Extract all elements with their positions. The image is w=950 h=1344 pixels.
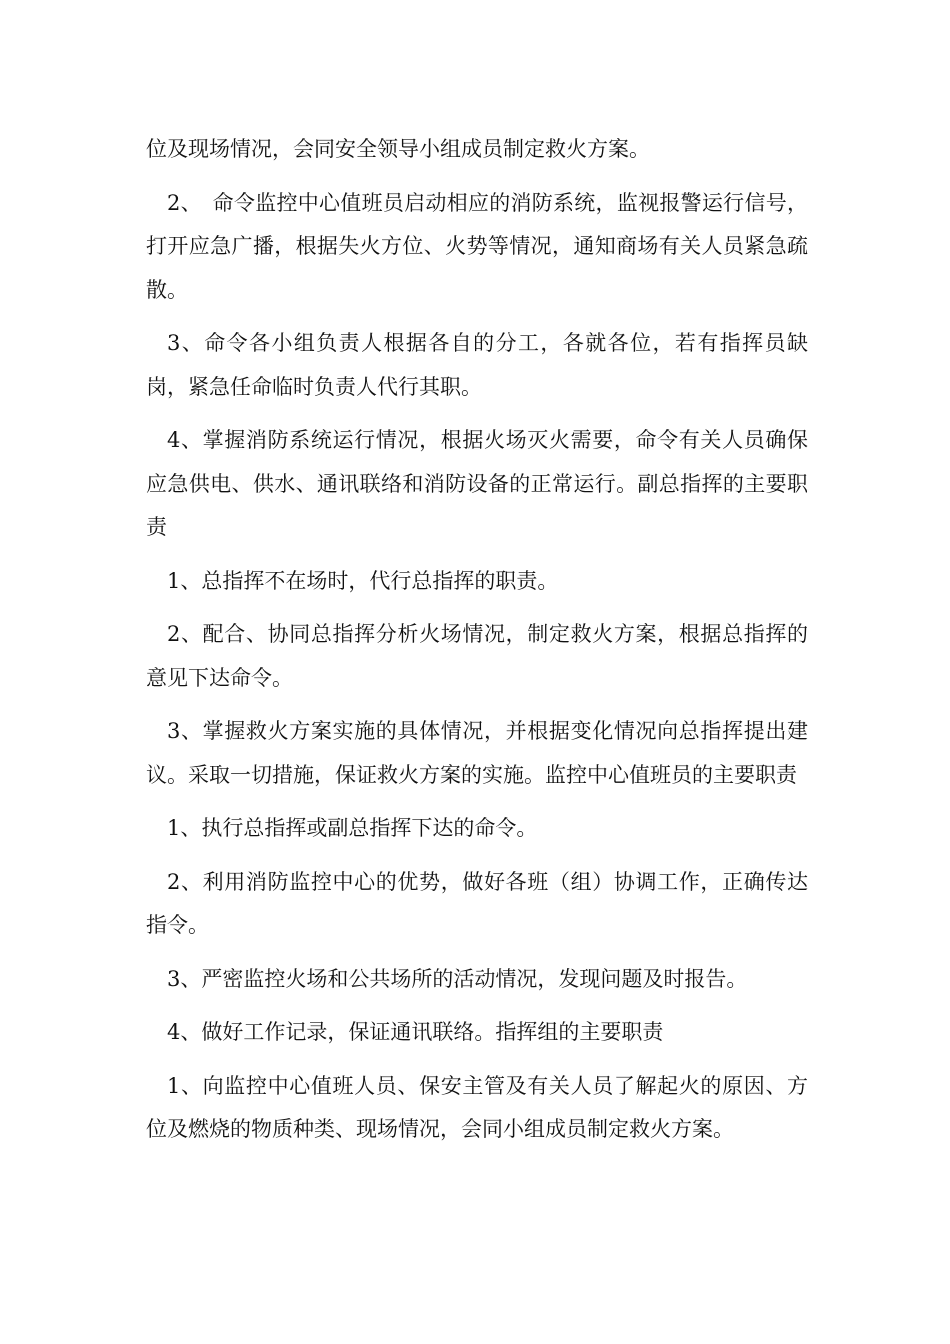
paragraph-11: 4、做好工作记录，保证通讯联络。指挥组的主要职责: [167, 1020, 664, 1044]
paragraph-2: 2、 命令监控中心值班员启动相应的消防系统，监视报警运行信号，打开应急广播，根据失火方位、火势等情况，通知商场有关人员紧急疏散。: [146, 190, 808, 302]
paragraph-3: 3、命令各小组负责人根据各自的分工，各就各位，若有指挥员缺岗，紧急任命临时负责人代行其职。: [146, 331, 808, 399]
paragraph-4: 4、掌握消防系统运行情况，根据火场灭火需要，命令有关人员确保应急供电、供水、通讯联络和消防设备的正常运行。副总指挥的主要职责: [146, 428, 808, 539]
paragraph-10: 3、严密监控火场和公共场所的活动情况，发现问题及时报告。: [167, 966, 748, 991]
paragraph-12: 1、向监控中心值班人员、保安主管及有关人员了解起火的原因、方位及燃烧的物质种类、现场情况，会同小组成员制定救火方案。: [146, 1073, 808, 1141]
document-body: [146, 128, 808, 1152]
paragraph-9: 2、利用消防监控中心的优势，做好各班（组）协调工作，正确传达指令。: [146, 869, 808, 937]
paragraph-5: 1、总指挥不在场时，代行总指挥的职责。: [167, 568, 559, 593]
paragraph-8: 1、执行总指挥或副总指挥下达的命令。: [167, 816, 538, 840]
paragraph-7: 3、掌握救火方案实施的具体情况，并根据变化情况向总指挥提出建议。采取一切措施，保证救火方案的实施。监控中心值班员的主要职责: [146, 719, 808, 787]
paragraph-1: 位及现场情况，会同安全领导小组成员制定救火方案。: [146, 137, 650, 161]
paragraph-6: 2、配合、协同总指挥分析火场情况，制定救火方案，根据总指挥的意见下达命令。: [146, 622, 808, 690]
